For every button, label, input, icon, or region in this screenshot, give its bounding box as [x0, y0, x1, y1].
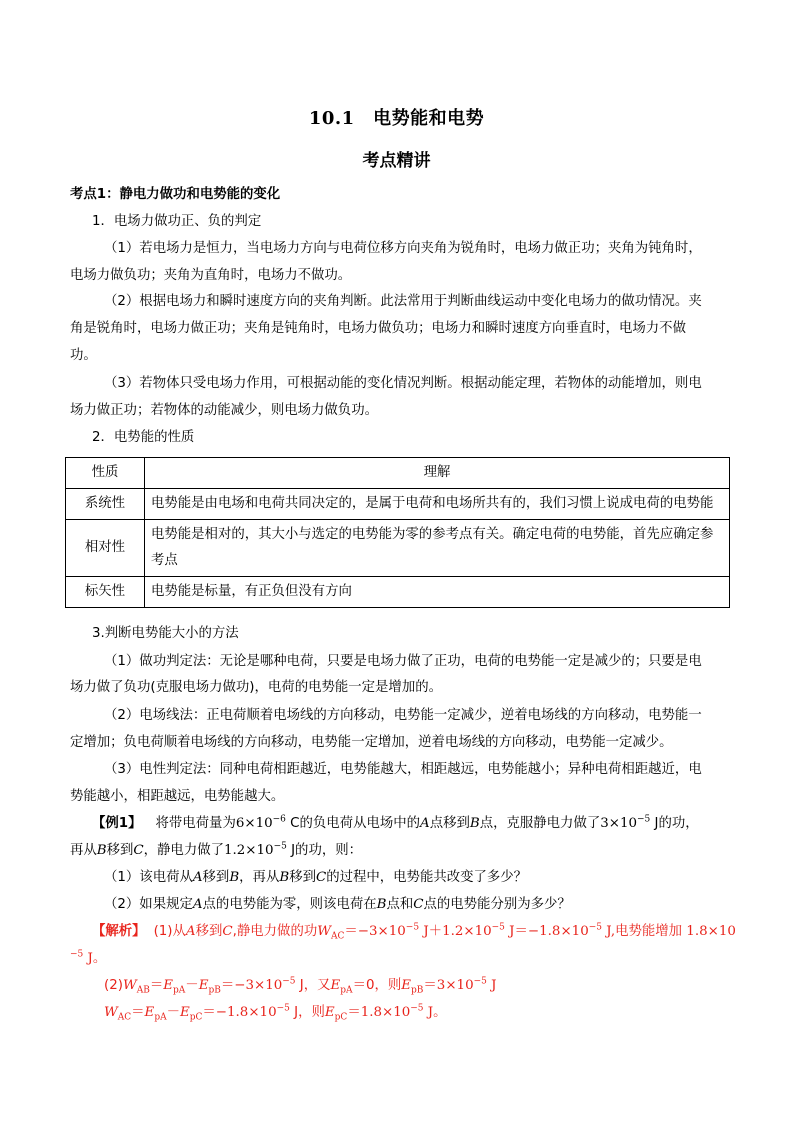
solution-line: $(2)W_{AB}=E_{pA}-E_{pB}=-3\times 10^{-5}$ J，又$E_{pA}=0$，则$E_{pB}=3\times 10^{-5}$ J [104, 976, 497, 996]
example-line: 【例1】 将带电荷量为$6\times 10^{-6}$ C的负电荷从电场中的A点移到B点，克服静电力做了$3\times 10^{-5}$ J的功， [92, 814, 699, 831]
example-subquestion: （1）该电荷从A移到B，再从B移到C的过程中，电势能共改变了多少？ [104, 870, 528, 885]
table-row [66, 577, 730, 608]
paragraph-line: 势能越小，相距越远，电势能越大。 [70, 789, 285, 804]
solution-line: $^{-5}$ J。 [70, 949, 107, 966]
paragraph-line: （1）若电场力是恒力，当电场力方向与电荷位移方向夹角为锐角时，电场力做正功；夹角为钝角时， [104, 241, 702, 256]
paragraph-line: （1）做功判定法：无论是哪种电荷，只要是电场力做了正功，电荷的电势能一定是减少的；只要是电 [104, 654, 702, 669]
table-row [66, 520, 730, 577]
table-cell-key: 相对性 [66, 520, 145, 577]
example-line: 再从B移到C，静电力做了$1.2\times 10^{-5}$ J的功，则： [70, 841, 363, 858]
example-subquestion: （2）如果规定A点的电势能为零，则该电荷在B点和C点的电势能分别为多少？ [104, 897, 571, 912]
properties-table [65, 457, 730, 608]
paragraph-line: 电场力做负功；夹角为直角时，电场力不做功。 [70, 268, 352, 283]
table-cell-value: 电势能是相对的，其大小与选定的电势能为零的参考点有关。确定电荷的电势能，首先应确定参考点 [145, 520, 730, 577]
table-header-row [66, 458, 730, 489]
paragraph-line: 定增加；负电荷顺着电场线的方向移动，电势能一定增加，逆着电场线的方向移动，电势能一定减少。 [70, 735, 673, 750]
paragraph-line: （3）若物体只受电场力作用，可根据动能的变化情况判断。根据动能定理，若物体的动能增加，则电 [104, 376, 702, 391]
paragraph-line: （2）根据电场力和瞬时速度方向的夹角判断。此法常用于判断曲线运动中变化电场力的做功情况。夹 [104, 294, 702, 309]
paragraph-line: （3）电性判定法：同种电荷相距越近，电势能越大，相距越远，电势能越小；异种电荷相距越近，电 [104, 762, 702, 777]
table-cell-key: 系统性 [66, 489, 145, 520]
item3-title: 3.判断电势能大小的方法 [92, 626, 239, 641]
table-cell-value: 电势能是由电场和电荷共同决定的，是属于电荷和电场所共有的，我们习惯上说成电荷的电势能 [145, 489, 730, 520]
section-subtitle: 考点精讲 [362, 151, 431, 171]
example-label: 【例1】 [92, 816, 142, 831]
table-header-cell: 理解 [145, 458, 730, 489]
paragraph-line: 角是锐角时，电场力做正功；夹角是钝角时，电场力做负功；电场力和瞬时速度方向垂直时，电场力不做 [70, 321, 686, 336]
page-title: 10.1 电势能和电势 [308, 108, 485, 129]
paragraph-line: 场力做正功；若物体的动能减少，则电场力做负功。 [70, 403, 378, 418]
solution-line: 【解析】 (1)从A移到C,静电力做的功$W_{AC}=-3\times 10^{-5}$ $J+1.2\times 10^{-5}$ $J=-1.8\times 10^{-5}$ J,电势能增加 1.8×10 [92, 922, 736, 942]
item2-title: 2．电势能的性质 [92, 430, 195, 445]
kaodian-heading: 考点1：静电力做功和电势能的变化 [70, 187, 281, 202]
solution-label: 【解析】 [92, 924, 146, 939]
table-row [66, 489, 730, 520]
paragraph-line: 场力做了负功(克服电场力做功)，电荷的电势能一定是增加的。 [70, 680, 442, 695]
table-cell-key: 标矢性 [66, 577, 145, 608]
item1-title: 1．电场力做功正、负的判定 [92, 214, 262, 229]
table-cell-value: 电势能是标量，有正负但没有方向 [145, 577, 730, 608]
table-header-cell: 性质 [66, 458, 145, 489]
solution-line: $W_{AC}=E_{pA}-E_{pC}=-1.8\times 10^{-5}$ J，则$E_{pC}=1.8\times 10^{-5}$ J。 [104, 1003, 447, 1023]
paragraph-line: 功。 [70, 348, 97, 363]
paragraph-line: （2）电场线法：正电荷顺着电场线的方向移动，电势能一定减少，逆着电场线的方向移动，电势能一 [104, 708, 702, 723]
